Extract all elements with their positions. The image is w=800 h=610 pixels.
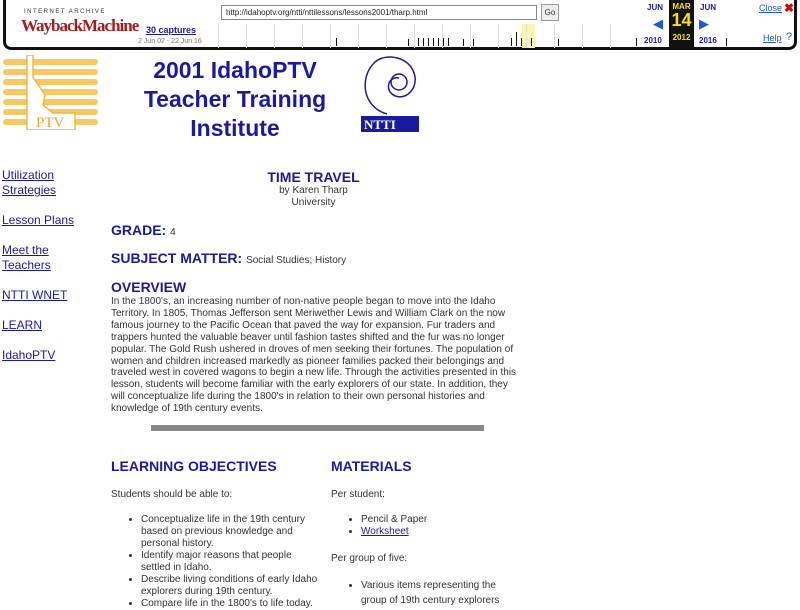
close-icon[interactable]: ✖: [784, 1, 795, 15]
current-day: 14: [671, 10, 692, 30]
wayback-logo-top: INTERNET ARCHIVE: [24, 9, 106, 15]
current-month: MAR: [672, 2, 691, 11]
list-item: • Various items representing the group of 19th century explorers: [361, 578, 521, 608]
timeline-capture-mark[interactable]: [448, 38, 449, 46]
ntti-logo[interactable]: [357, 52, 421, 134]
grade-label: GRADE:: [111, 222, 167, 238]
page-title: [140, 56, 330, 143]
objectives-list: [141, 514, 321, 610]
title-line: Teacher Training: [143, 86, 327, 112]
sidebar-link-utilization-strategies[interactable]: Utilization Strategies: [2, 168, 57, 197]
sidebar-link-learn[interactable]: LEARN: [2, 318, 43, 332]
list-item: • Compare life in the 1800's to life today.: [141, 598, 321, 610]
timeline-capture-mark[interactable]: [443, 38, 444, 46]
timeline-capture-mark[interactable]: [531, 38, 532, 46]
capture-range: 2 Jun 02 - 22 Jun 16: [138, 38, 202, 45]
overview-text: In the 1800's, an increasing number of non-native people began to move into the Idaho Territory. In 1805, Thomas Jefferson sent Meriwether Lewis and William Clark on the now famous journey to the Pacific Ocean that paved the way for expansion. Fur traders and trappers hunted the valuable beaver until fashion tastes shifted and the fur was no longer popular. The Gold Rush ushered in droves of men seeking their fortunes. The population of women and children increased markedly as pioneer families packed their belongings and traveled west in covered wagons to begin a new life. Through the activities presented in this lesson, students will become familiar with the early explorers of our state. In addition, they will conceptualize life during the 1800's in relation to their own personal histories and knowledge of 19th century events.: [111, 296, 517, 415]
timeline-capture-mark[interactable]: [726, 38, 727, 46]
timeline-capture-mark[interactable]: [423, 38, 424, 46]
help-link[interactable]: Help: [763, 33, 782, 43]
timeline-year-divider: [554, 24, 555, 48]
idahoptv-logo[interactable]: [3, 55, 98, 130]
prev-arrow-icon[interactable]: ◀: [653, 16, 663, 31]
sidebar-link-lesson-plans[interactable]: Lesson Plans: [2, 213, 75, 227]
timeline-year-divider: [330, 24, 331, 48]
timeline-capture-mark[interactable]: [558, 39, 559, 46]
timeline-year-divider: [610, 24, 611, 48]
prev-month[interactable]: JUN: [647, 3, 664, 12]
per-group-label: Per group of five:: [331, 553, 408, 564]
timeline-year-divider: [526, 24, 527, 48]
timeline-year-divider: [470, 24, 471, 48]
overview-section: [111, 279, 521, 415]
lesson-header: [111, 169, 516, 209]
per-student-label: Per student:: [331, 489, 385, 500]
ptv-logo-text: PTV: [36, 115, 65, 130]
worksheet-link[interactable]: Worksheet: [361, 526, 409, 537]
timeline-capture-mark[interactable]: [516, 32, 517, 46]
subject-label: SUBJECT MATTER:: [111, 250, 243, 266]
list-item: • Identify major reasons that people settled in Idaho.: [141, 550, 321, 574]
list-item: [361, 526, 521, 538]
timeline-year-divider: [414, 24, 415, 48]
capture-timeline[interactable]: [218, 24, 636, 48]
overview-heading: OVERVIEW: [111, 279, 187, 295]
svg-text:NTTI: NTTI: [364, 117, 396, 132]
title-line: 2001 IdahoPTV: [153, 57, 317, 83]
timeline-year-divider: [274, 24, 275, 48]
wayback-toolbar: [3, 0, 797, 50]
go-button[interactable]: Go: [541, 4, 559, 21]
sidebar-link-meet-the-teachers[interactable]: Meet the Teachers: [2, 243, 51, 272]
timeline-capture-mark[interactable]: [463, 39, 464, 46]
timeline-capture-mark[interactable]: [521, 38, 522, 46]
timeline-capture-mark[interactable]: [336, 38, 337, 46]
timeline-capture-mark[interactable]: [418, 38, 419, 46]
captures-link[interactable]: 30 captures: [146, 25, 197, 35]
prev-year[interactable]: 2010: [644, 36, 662, 45]
materials-heading: MATERIALS: [331, 458, 412, 474]
current-year: 2012: [672, 33, 691, 42]
url-input[interactable]: [221, 5, 537, 20]
timeline-capture-mark[interactable]: [473, 39, 474, 46]
next-month[interactable]: JUN: [700, 3, 717, 12]
divider: [151, 425, 484, 431]
timeline-capture-mark[interactable]: [408, 39, 409, 46]
next-arrow-icon[interactable]: ▶: [699, 16, 709, 31]
objectives-intro: Students should be able to:: [111, 489, 233, 500]
timeline-capture-mark[interactable]: [433, 38, 434, 46]
timeline-capture-mark[interactable]: [438, 38, 439, 46]
timeline-year-divider: [498, 24, 499, 48]
grade-section: [111, 222, 176, 238]
lesson-title: TIME TRAVEL: [267, 169, 360, 185]
timeline-capture-mark[interactable]: [636, 38, 637, 46]
subject-section: [111, 250, 346, 266]
timeline-capture-mark[interactable]: [428, 38, 429, 46]
timeline-year-divider: [582, 24, 583, 48]
list-item: • Pencil & Paper: [361, 514, 521, 526]
lesson-author: by Karen Tharp: [279, 185, 348, 196]
list-item: • Describe living conditions of early Idaho explorers during 19th century.: [141, 574, 321, 598]
student-materials-list: [361, 514, 521, 538]
subject-value: Social Studies; History: [246, 255, 347, 266]
wayback-logo[interactable]: WaybackMachine: [21, 16, 139, 35]
title-line: Institute: [190, 115, 280, 141]
timeline-capture-mark[interactable]: [511, 38, 512, 46]
list-item: • Conceptualize life in the 19th century based on previous knowledge and personal history.: [141, 514, 321, 550]
sidebar-link-ntti-wnet[interactable]: NTTI WNET: [2, 288, 68, 302]
grade-value: 4: [170, 227, 176, 238]
sidebar-nav: [2, 168, 82, 378]
learning-objectives: [111, 458, 321, 610]
timeline-year-divider: [358, 24, 359, 48]
materials: [331, 458, 521, 608]
timeline-year-divider: [246, 24, 247, 48]
group-materials-list: [361, 578, 521, 608]
sidebar-link-idahoptv[interactable]: IdahoPTV: [2, 348, 56, 362]
close-link[interactable]: Close: [759, 3, 783, 13]
next-year[interactable]: 2016: [699, 36, 717, 45]
timeline-year-divider: [302, 24, 303, 48]
lesson-affiliation: University: [291, 197, 336, 208]
objectives-heading: LEARNING OBJECTIVES: [111, 458, 277, 474]
help-icon[interactable]: ?: [786, 31, 793, 43]
current-date: [669, 0, 694, 48]
timeline-year-divider: [386, 24, 387, 48]
timeline-year-divider: [218, 24, 219, 48]
